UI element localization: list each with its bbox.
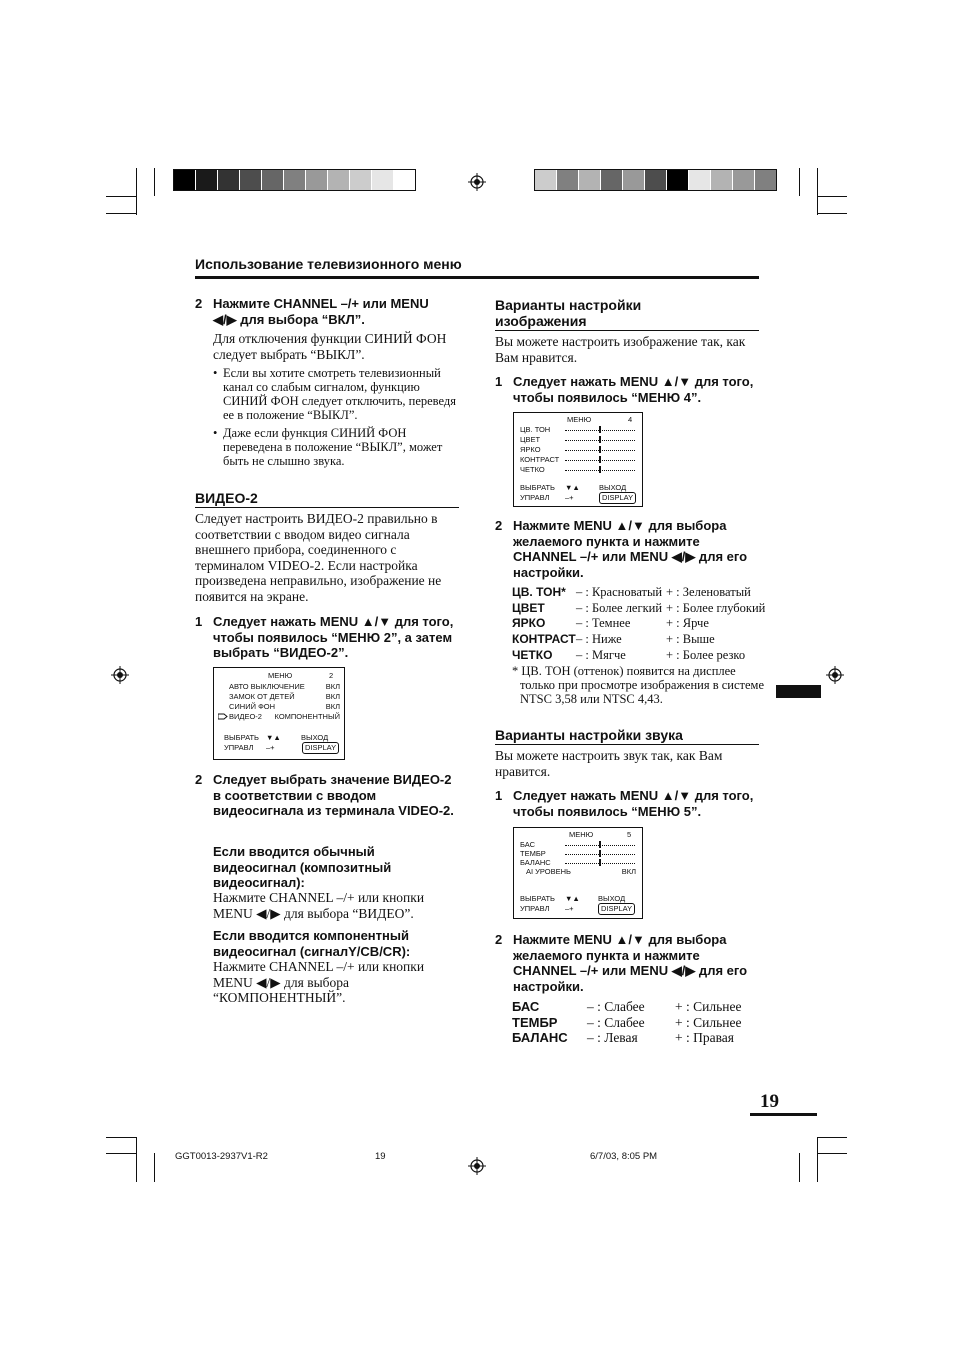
sound-intro: Вы можете настроить звук так, как Вам нравится. [495, 748, 723, 779]
menu-row-value: ВКЛ [325, 692, 340, 701]
footer-date: 6/7/03, 8:05 PM [590, 1151, 658, 1162]
menu-row-label: ТЕМБР [520, 849, 546, 858]
color-swatch [579, 170, 601, 190]
option-label: БАС [512, 999, 540, 1014]
menu-row-label: ЦВЕТ [520, 435, 541, 444]
color-swatch [284, 170, 306, 190]
option-plus: + : Более глубокий [666, 601, 766, 615]
exit-hint-label: ВЫХОД [599, 483, 627, 492]
color-swatch [196, 170, 218, 190]
color-swatch [372, 170, 394, 190]
page-number-rule [750, 1113, 817, 1116]
video2-step-2: 2 Следует выбрать значение ВИДЕО-2 в соответствии с вводом видеосигнала из терминала VIDEO-2. [195, 772, 454, 818]
color-swatch [328, 170, 350, 190]
color-swatch [711, 170, 733, 190]
adjust-hint-label: УПРАВЛ [520, 493, 550, 502]
option-label: КОНТРАСТ [512, 632, 576, 646]
option-label: ЦВЕТ [512, 601, 545, 615]
sound-step-2: 2 Нажмите MENU ▲/▼ для выбора желаемого пункта и нажмите CHANNEL –/+ или MENU ◀/▶ для его настройки. [495, 932, 748, 994]
color-swatch [733, 170, 755, 190]
color-swatch [667, 170, 689, 190]
menu-row-label: ЦВ. ТОН [520, 425, 551, 434]
menu-5-screen [513, 827, 643, 919]
registration-mark-icon [826, 666, 844, 684]
option-minus: – : Слабее [587, 1015, 645, 1030]
sound-step-1: 1 Следует нажать MENU ▲/▼ для того, чтобы появилось “МЕНЮ 5”. [495, 788, 754, 819]
option-minus: – : Мягче [576, 648, 626, 662]
registration-mark-icon [111, 666, 129, 684]
menu-page-number: 5 [627, 830, 632, 839]
footer-page: 19 [375, 1151, 386, 1162]
color-swatch [557, 170, 579, 190]
color-swatch [306, 170, 328, 190]
color-swatch [218, 170, 240, 190]
image-step-1: 1 Следует нажать MENU ▲/▼ для того, чтобы появилось “МЕНЮ 4”. [495, 374, 754, 405]
image-intro: Вы можете настроить изображение так, как Вам нравится. [495, 334, 746, 365]
display-button-label: DISPLAY [302, 742, 339, 754]
section-rule [495, 330, 759, 331]
option-minus: – : Слабее [587, 999, 645, 1014]
option-label: ЦВ. ТОН* [512, 585, 566, 599]
bullet-item: • Даже если функция СИНИЙ ФОН переведена в положение “ВЫКЛ”, может быть не слышно звука. [213, 426, 443, 468]
menu-row-label: БАЛАНС [520, 858, 551, 867]
adjust-keys: –+ [565, 904, 574, 913]
section-rule [495, 744, 759, 745]
option-minus: – : Ниже [576, 632, 622, 646]
option-label: ТЕМБР [512, 1015, 558, 1030]
section-title-image: Варианты настройки изображения [495, 297, 642, 329]
composite-body: Нажмите CHANNEL –/+ или кнопки MENU ◀/▶ для выбора “ВИДЕО”. [213, 890, 425, 921]
section-title-sound: Варианты настройки звука [495, 727, 683, 743]
color-swatch [262, 170, 284, 190]
select-keys: ▼▲ [266, 733, 281, 742]
exit-hint-label: ВЫХОД [301, 733, 329, 742]
menu-page-number: 4 [628, 415, 633, 424]
menu-4-screen [513, 412, 643, 507]
adjust-keys: –+ [565, 493, 574, 502]
tint-footnote: * ЦВ. ТОН (оттенок) появится на дисплее только при просмотре изображения в системе NTSC 3,58 или NTSC 4,43. [512, 664, 764, 706]
bullet-item: • Если вы хотите смотреть телевизионный канал со слабым сигналом, функцию СИНИЙ ФОН следует отключить, переведя ее в положение “ВЫКЛ”. [213, 366, 456, 422]
option-plus: + : Сильнее [675, 999, 742, 1014]
hand-pointer-icon [218, 712, 228, 721]
image-step-2: 2 Нажмите MENU ▲/▼ для выбора желаемого пункта и нажмите CHANNEL –/+ или MENU ◀/▶ для его настройки. [495, 518, 748, 580]
section-title-video2: ВИДЕО-2 [195, 490, 258, 506]
option-plus: + : Правая [675, 1030, 735, 1045]
select-hint-label: ВЫБРАТЬ [520, 894, 555, 903]
component-body: Нажмите CHANNEL –/+ или кнопки MENU ◀/▶ для выбора “КОМПОНЕНТНЫЙ”. [213, 959, 425, 1005]
display-button-label: DISPLAY [598, 903, 635, 915]
color-swatch [174, 170, 196, 190]
step-2-body: Для отключения функции СИНИЙ ФОН следует выбрать “ВЫКЛ”. [213, 331, 447, 362]
menu-row-value: ВКЛ [621, 867, 636, 876]
page-number: 19 [760, 1091, 779, 1112]
menu-title: МЕНЮ [268, 671, 293, 680]
color-calibration-bar-left [173, 169, 416, 191]
registration-mark-icon [468, 173, 486, 191]
option-plus: + : Сильнее [675, 1015, 742, 1030]
option-label: ЧЕТКО [512, 648, 553, 662]
menu-row-label: АВТО ВЫКЛЮЧЕНИЕ [229, 682, 305, 691]
menu-row-label: КОНТРАСТ [520, 455, 560, 464]
color-swatch [240, 170, 262, 190]
adjust-hint-label: УПРАВЛ [520, 904, 550, 913]
menu-title: МЕНЮ [567, 415, 592, 424]
option-plus: + : Ярче [666, 616, 709, 630]
video2-body: Следует настроить ВИДЕО-2 правильно в соответствии с вводом видео сигнала внешнего прибора, соединенного с терминалом VIDEO-2. Если настройка произведена неправильно, изображение не появится на экране. [195, 511, 442, 604]
option-plus: + : Зеленоватый [666, 585, 751, 599]
option-minus: – : Более легкий [576, 601, 663, 615]
menu-row-label: AI УРОВЕНЬ [526, 867, 571, 876]
menu-row-value: ВКЛ [325, 702, 340, 711]
option-label: ЯРКО [512, 616, 546, 630]
color-swatch [755, 170, 776, 190]
menu-row-label: ЯРКО [520, 445, 541, 454]
color-swatch [394, 170, 415, 190]
option-minus: – : Красноватый [576, 585, 663, 599]
option-label: БАЛАНС [512, 1030, 568, 1045]
menu-row-value: КОМПОНЕНТНЫЙ [274, 712, 340, 721]
color-swatch [535, 170, 557, 190]
display-button-label: DISPLAY [599, 492, 636, 504]
section-thumb-tab [776, 685, 821, 698]
menu-row-label: ЗАМОК ОТ ДЕТЕЙ [229, 692, 295, 701]
color-calibration-bar-right [534, 169, 777, 191]
select-hint-label: ВЫБРАТЬ [520, 483, 555, 492]
color-swatch [350, 170, 372, 190]
section-rule [195, 507, 459, 508]
color-swatch [689, 170, 711, 190]
option-minus: – : Левая [587, 1030, 638, 1045]
menu-row-label: ЧЕТКО [520, 465, 545, 474]
menu-page-number: 2 [329, 671, 334, 680]
option-minus: – : Темнее [576, 616, 631, 630]
registration-mark-icon [468, 1157, 486, 1175]
footer-document-code: GGT0013-2937V1-R2 [175, 1151, 268, 1162]
color-swatch [601, 170, 623, 190]
option-plus: + : Выше [666, 632, 715, 646]
header-rule [195, 276, 759, 279]
menu-row-value: ВКЛ [325, 682, 340, 691]
menu-row-label: ВИДЕО-2 [229, 712, 262, 721]
menu-2-screen [213, 667, 345, 760]
select-hint-label: ВЫБРАТЬ [224, 733, 259, 742]
adjust-keys: –+ [266, 743, 275, 752]
menu-row-label: БАС [520, 840, 536, 849]
select-keys: ▼▲ [565, 483, 580, 492]
select-keys: ▼▲ [565, 894, 580, 903]
adjust-hint-label: УПРАВЛ [224, 743, 254, 752]
menu-row-label: СИНИЙ ФОН [229, 702, 276, 711]
video2-step-1: 1 Следует нажать MENU ▲/▼ для того, чтобы появилось “МЕНЮ 2”, а затем выбрать “ВИДЕО-2”. [195, 614, 454, 660]
component-title: Если вводится компонентный видеосигнал (сигналY/CB/CR): [213, 928, 411, 959]
exit-hint-label: ВЫХОД [598, 894, 626, 903]
option-plus: + : Более резко [666, 648, 746, 662]
page-header-title: Использование телевизионного меню [195, 256, 462, 272]
color-swatch [645, 170, 667, 190]
composite-title: Если вводится обычный видеосигнал (композитный видеосигнал): [213, 844, 392, 890]
step-2-blue-back: 2 Нажмите CHANNEL –/+ или MENU ◀/▶ для выбора “ВКЛ”. [195, 296, 429, 327]
menu-title: МЕНЮ [569, 830, 594, 839]
color-swatch [623, 170, 645, 190]
